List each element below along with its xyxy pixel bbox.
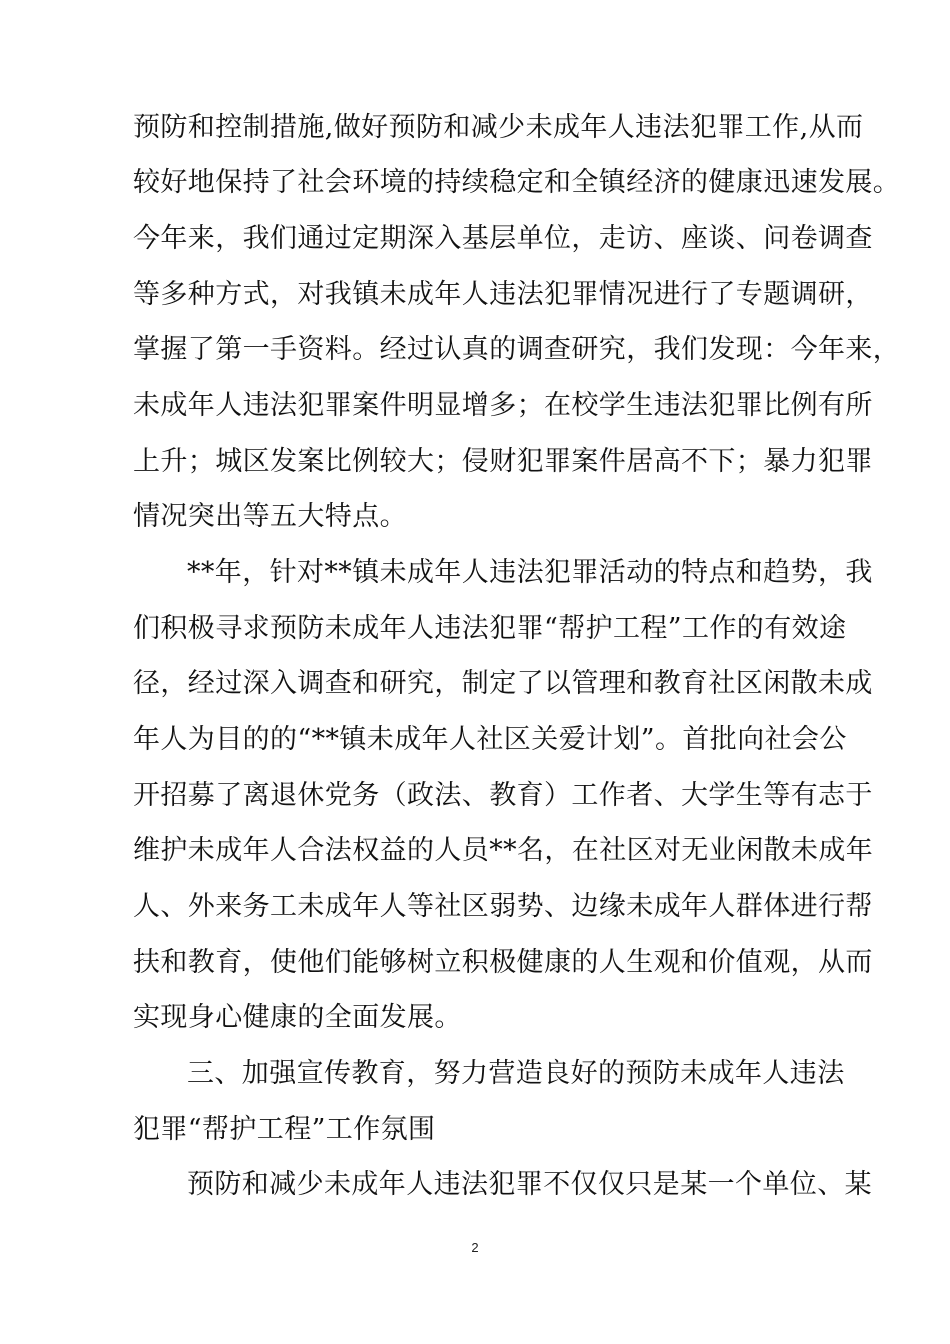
text-line: 开招募了离退休党务（政法、教育）工作者、大学生等有志于 xyxy=(133,780,873,811)
page-number: 2 xyxy=(471,1240,479,1255)
text-line: 实现身心健康的全面发展。 xyxy=(133,1002,462,1033)
text-line: 们积极寻求预防未成年人违法犯罪“帮护工程”工作的有效途 xyxy=(133,613,847,644)
text-line: 上升；城区发案比例较大；侵财犯罪案件居高不下；暴力犯罪 xyxy=(133,446,873,477)
text-line: 年人为目的的“**镇未成年人社区关爱计划”。首批向社会公 xyxy=(133,724,847,755)
section-heading-line: 三、加强宣传教育，努力营造良好的预防未成年人违法 xyxy=(187,1058,845,1089)
text-line: 人、外来务工未成年人等社区弱势、边缘未成年人群体进行帮 xyxy=(133,891,873,922)
text-line: 未成年人违法犯罪案件明显增多；在校学生违法犯罪比例有所 xyxy=(133,390,873,421)
text-line: 情况突出等五大特点。 xyxy=(133,501,407,532)
section-heading-line: 犯罪“帮护工程”工作氛围 xyxy=(133,1114,436,1145)
text-line: 等多种方式，对我镇未成年人违法犯罪情况进行了专题调研， xyxy=(133,279,873,310)
text-line: 今年来，我们通过定期深入基层单位，走访、座谈、问卷调查 xyxy=(133,223,873,254)
text-line: 径，经过深入调查和研究，制定了以管理和教育社区闲散未成 xyxy=(133,668,873,699)
text-line: 掌握了第一手资料。经过认真的调查研究，我们发现：今年来， xyxy=(133,334,901,365)
paragraph-start-line: 预防和减少未成年人违法犯罪不仅仅只是某一个单位、某 xyxy=(187,1169,872,1200)
paragraph-start-line: **年，针对**镇未成年人违法犯罪活动的特点和趋势，我 xyxy=(187,557,873,588)
text-line: 扶和教育，使他们能够树立积极健康的人生观和价值观，从而 xyxy=(133,947,873,978)
text-line: 维护未成年人合法权益的人员**名，在社区对无业闲散未成年 xyxy=(133,835,874,866)
text-line: 较好地保持了社会环境的持续稳定和全镇经济的健康迅速发展。 xyxy=(133,167,901,198)
text-line: 预防和控制措施,做好预防和减少未成年人违法犯罪工作,从而 xyxy=(133,112,864,143)
